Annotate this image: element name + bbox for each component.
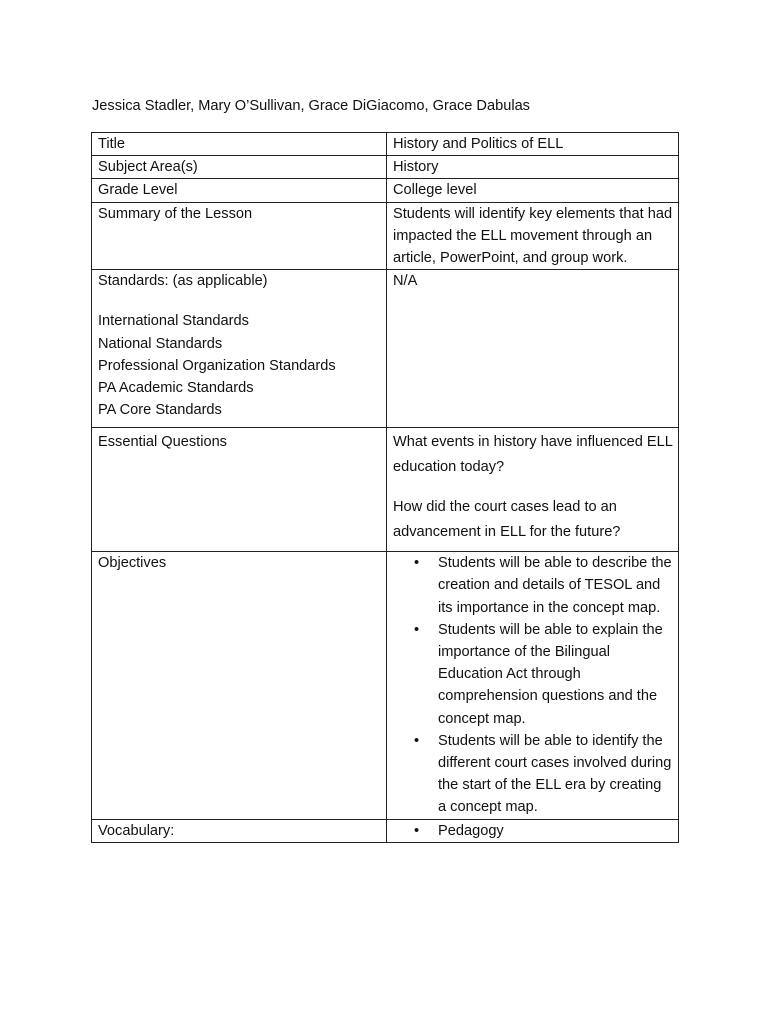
row-label-vocabulary: Vocabulary: (92, 819, 387, 842)
standards-heading: Standards: (as applicable) (98, 273, 268, 290)
objective-item: • Students will be able to explain the importance of the Bilingual Education Act through comprehension questions and the concept map. (393, 619, 673, 730)
objectives-list (393, 552, 673, 818)
row-label-standards (92, 270, 387, 428)
row-label-summary: Summary of the Lesson (92, 202, 387, 270)
standards-item: Professional Organization Standards (98, 357, 336, 374)
row-value-summary: Students will identify key elements that had impacted the ELL movement through an article, PowerPoint, and group work. (387, 202, 679, 270)
essential-questions-label: Essential Questions (98, 434, 227, 451)
vocabulary-list (393, 820, 673, 842)
row-label-objectives: Objectives (92, 552, 387, 819)
table-row-title (92, 133, 679, 156)
row-value-grade: College level (387, 179, 679, 202)
standards-item: National Standards (98, 335, 223, 352)
authors-line: Jessica Stadler, Mary O’Sullivan, Grace DiGiacomo, Grace Dabulas (92, 98, 530, 114)
standards-item: PA Core Standards (98, 402, 222, 419)
row-value-subject: History (387, 156, 679, 179)
row-value-objectives (387, 552, 679, 819)
table-row-standards (92, 270, 679, 428)
table-row-objectives (92, 552, 679, 819)
row-label-essential-questions (92, 428, 387, 552)
row-label-grade: Grade Level (92, 179, 387, 202)
row-value-standards: N/A (387, 270, 679, 428)
table-row-grade (92, 179, 679, 202)
row-value-title: History and Politics of ELL (387, 133, 679, 156)
vocabulary-item: • Pedagogy (393, 820, 673, 842)
objective-item: • Students will be able to identify the different court cases involved during the start of the ELL era by creating a concept map. (393, 730, 673, 819)
row-label-subject: Subject Area(s) (92, 156, 387, 179)
standards-item: International Standards (98, 313, 249, 330)
row-label-title: Title (92, 133, 387, 156)
standards-item: PA Academic Standards (98, 380, 254, 397)
table-row-summary (92, 202, 679, 270)
essential-question: How did the court cases lead to an advancement in ELL for the future? (393, 499, 621, 541)
table-row-subject (92, 156, 679, 179)
lesson-plan-table (91, 132, 679, 843)
table-row-vocabulary (92, 819, 679, 842)
row-value-vocabulary (387, 819, 679, 842)
essential-question: What events in history have influenced ELL education today? (393, 434, 673, 476)
row-value-essential-questions (387, 428, 679, 552)
table-row-essential-questions (92, 428, 679, 552)
objective-item: • Students will be able to describe the creation and details of TESOL and its importance in the concept map. (393, 552, 673, 619)
